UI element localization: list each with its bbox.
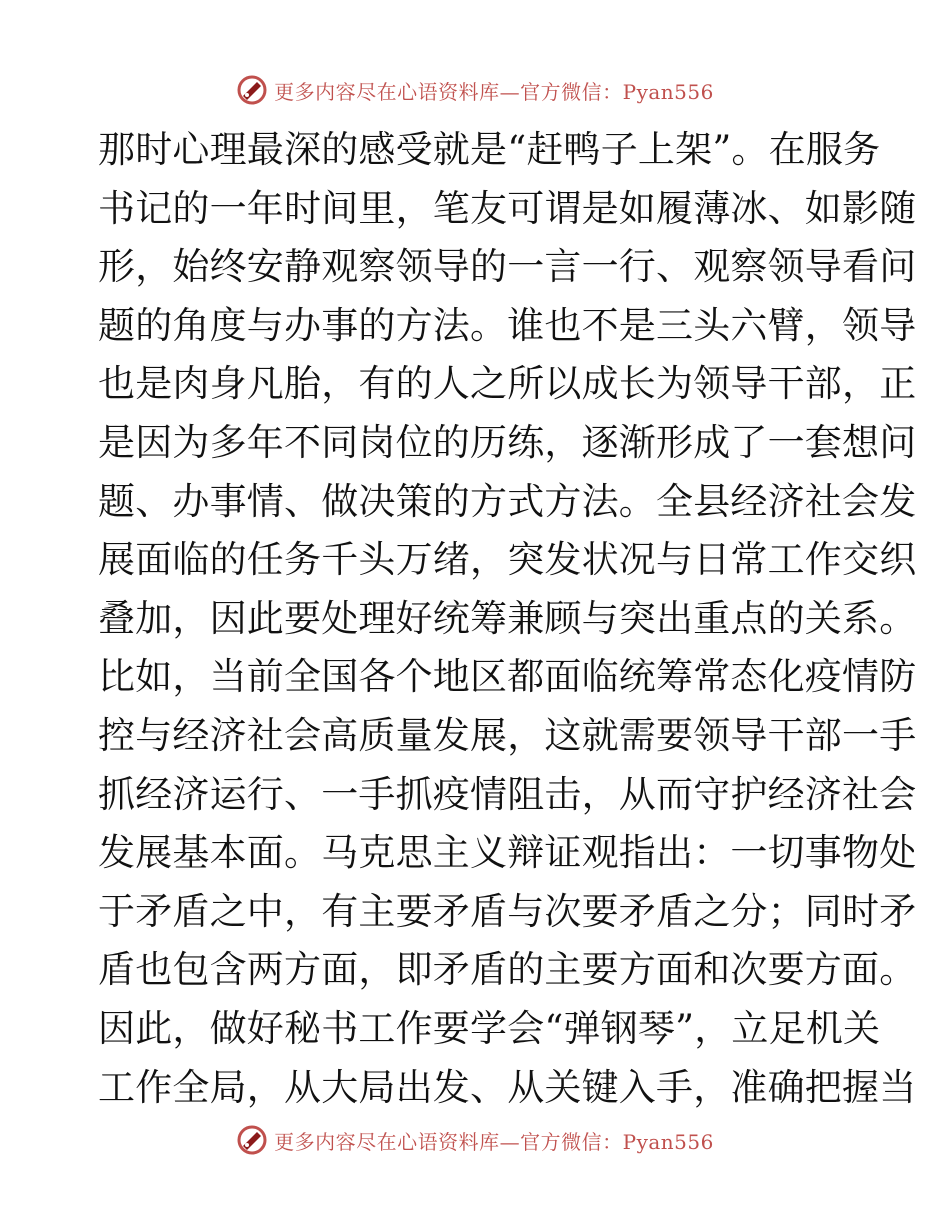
- document-body: [98, 121, 917, 1117]
- text-line: 题、办事情、做决策的方式方法。全县经济社会发: [98, 479, 917, 523]
- text-line: 发展基本面。马克思主义辩证观指出：一切事物处: [98, 831, 917, 875]
- footer-banner: [0, 1120, 950, 1160]
- pen-nib-circle-logo-icon: [236, 74, 268, 106]
- footer-banner-text: 更多内容尽在心语资料库—官方微信：Pyan556: [274, 1129, 714, 1154]
- text-line: 题的角度与办事的方法。谁也不是三头六臂，领导: [98, 303, 917, 347]
- text-line: 展面临的任务千头万绪，突发状况与日常工作交织: [98, 538, 917, 582]
- text-line: 盾也包含两方面，即矛盾的主要方面和次要方面。: [98, 948, 917, 992]
- pen-nib-circle-logo-icon: [236, 1124, 268, 1156]
- text-line: 是因为多年不同岗位的历练，逐渐形成了一套想问: [98, 420, 917, 464]
- header-banner-text: 更多内容尽在心语资料库—官方微信：Pyan556: [274, 79, 714, 104]
- text-line: 书记的一年时间里，笔友可谓是如履薄冰、如影随: [98, 186, 917, 230]
- text-line: 也是肉身凡胎，有的人之所以成长为领导干部，正: [98, 362, 917, 406]
- text-line: 工作全局，从大局出发、从关键入手，准确把握当: [98, 1065, 917, 1109]
- text-line: 抓经济运行、一手抓疫情阻击，从而守护经济社会: [98, 772, 917, 816]
- text-line: 那时心理最深的感受就是“赶鸭子上架”。在服务: [98, 128, 881, 171]
- text-line: 控与经济社会高质量发展，这就需要领导干部一手: [98, 713, 917, 757]
- text-line: 比如，当前全国各个地区都面临统筹常态化疫情防: [98, 655, 917, 699]
- text-line: 形，始终安静观察领导的一言一行、观察领导看问: [98, 245, 917, 289]
- text-line: 因此，做好秘书工作要学会“弹钢琴”，立足机关: [98, 1006, 881, 1050]
- header-banner: [0, 70, 950, 110]
- text-line: 叠加，因此要处理好统筹兼顾与突出重点的关系。: [98, 596, 917, 640]
- text-line: 于矛盾之中，有主要矛盾与次要矛盾之分；同时矛: [98, 889, 917, 933]
